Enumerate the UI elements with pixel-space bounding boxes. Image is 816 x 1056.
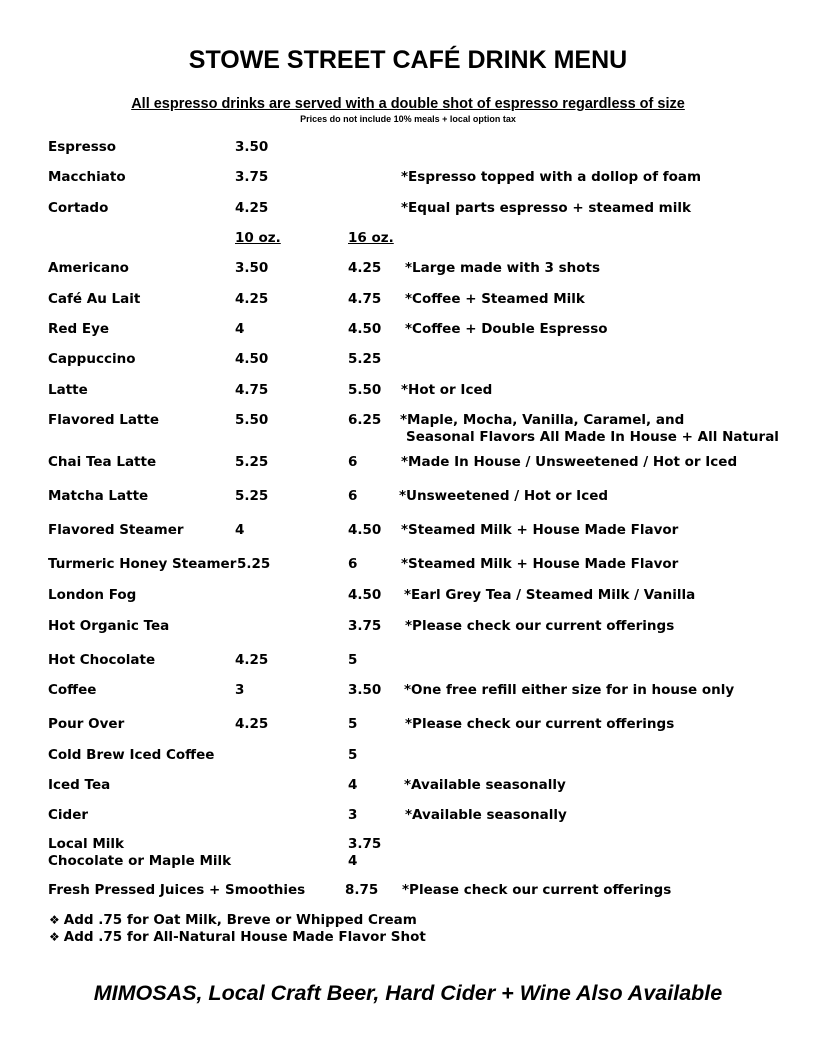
- item-name: Latte: [48, 382, 88, 398]
- item-note: *Espresso topped with a dollop of foam: [401, 169, 702, 185]
- column-header-small: 10 oz.: [235, 230, 281, 246]
- item-price-small: 4: [235, 522, 245, 538]
- menu-title: STOWE STREET CAFÉ DRINK MENU: [188, 46, 628, 74]
- item-price-large: 4: [348, 853, 358, 869]
- item-price-large: 3.75: [348, 836, 382, 852]
- item-note: *Hot or Iced: [401, 382, 493, 398]
- item-price-large: 4.75: [348, 291, 382, 307]
- item-note: *Please check our current offerings: [405, 716, 675, 732]
- item-name: Hot Organic Tea: [48, 618, 170, 634]
- item-price-large: 5: [348, 747, 358, 763]
- diamond-bullet-icon: ❖: [49, 913, 60, 927]
- item-note: *Unsweetened / Hot or Iced: [399, 488, 609, 504]
- item-note-continued: Seasonal Flavors All Made In House + All Natural: [406, 429, 779, 445]
- item-name: Chocolate or Maple Milk: [48, 853, 232, 869]
- item-note: *Coffee + Double Espresso: [405, 321, 608, 337]
- item-note: *Steamed Milk + House Made Flavor: [401, 522, 679, 538]
- item-name: Americano: [48, 260, 129, 276]
- item-price-large: 3: [348, 807, 358, 823]
- item-name: Cold Brew Iced Coffee: [48, 747, 215, 763]
- item-name: Café Au Lait: [48, 291, 141, 307]
- item-name: Coffee: [48, 682, 97, 698]
- item-note: *Equal parts espresso + steamed milk: [401, 200, 691, 216]
- footer-also-available: MIMOSAS, Local Craft Beer, Hard Cider + Wine Also Available: [93, 981, 723, 1005]
- item-note: *Available seasonally: [404, 777, 566, 793]
- item-name: Matcha Latte: [48, 488, 149, 504]
- item-price-large: 6.25: [348, 412, 382, 428]
- item-price-large: 6: [348, 488, 358, 504]
- item-price-large: 3.75: [348, 618, 382, 634]
- addon-text: Add .75 for All-Natural House Made Flavor Shot: [63, 929, 426, 945]
- item-note: *Large made with 3 shots: [405, 260, 601, 276]
- item-name: Iced Tea: [48, 777, 111, 793]
- item-price-small: 4.25: [235, 652, 269, 668]
- addon-text: Add .75 for Oat Milk, Breve or Whipped Cream: [63, 912, 417, 928]
- item-name: Flavored Latte: [48, 412, 159, 428]
- item-price-small: 5.25: [235, 488, 269, 504]
- item-price-large: 8.75: [345, 882, 379, 898]
- item-price-small: 4.75: [235, 382, 269, 398]
- item-price-large: 5.25: [348, 351, 382, 367]
- item-note: *Made In House / Unsweetened / Hot or Iced: [401, 454, 738, 470]
- item-price-small: 4.25: [235, 200, 269, 216]
- item-note: *Coffee + Steamed Milk: [405, 291, 585, 307]
- item-name: Macchiato: [48, 169, 126, 185]
- item-price-small: 3.50: [235, 139, 269, 155]
- item-price-large: 4.50: [348, 587, 382, 603]
- item-note: *Please check our current offerings: [402, 882, 672, 898]
- item-price-small: 3.50: [235, 260, 269, 276]
- item-name: Cappuccino: [48, 351, 136, 367]
- item-price-small: 4.50: [235, 351, 269, 367]
- item-name: Pour Over: [48, 716, 125, 732]
- item-price-large: 6: [348, 454, 358, 470]
- item-price-small: 4: [235, 321, 245, 337]
- item-name: Flavored Steamer: [48, 522, 184, 538]
- item-name: Cortado: [48, 200, 109, 216]
- item-note: *One free refill either size for in house only: [404, 682, 735, 698]
- item-price-small: 3.75: [235, 169, 269, 185]
- item-price-large: 4.50: [348, 321, 382, 337]
- item-price-large: 3.50: [348, 682, 382, 698]
- item-name: London Fog: [48, 587, 137, 603]
- item-name: Red Eye: [48, 321, 110, 337]
- item-price-large: 4.25: [348, 260, 382, 276]
- item-price-small: 4.25: [235, 716, 269, 732]
- item-note: *Please check our current offerings: [405, 618, 675, 634]
- addon-item: [49, 929, 426, 946]
- item-note: *Maple, Mocha, Vanilla, Caramel, and: [400, 412, 685, 428]
- item-price-large: 6: [348, 556, 358, 572]
- item-name: Hot Chocolate: [48, 652, 156, 668]
- item-note: *Steamed Milk + House Made Flavor: [401, 556, 679, 572]
- addon-item: [49, 912, 417, 929]
- item-note: *Available seasonally: [405, 807, 567, 823]
- espresso-policy-subtitle: All espresso drinks are served with a double shot of espresso regardless of size: [131, 96, 685, 112]
- item-name: Cider: [48, 807, 89, 823]
- item-price-large: 4.50: [348, 522, 382, 538]
- item-price-small: 5.50: [235, 412, 269, 428]
- item-note: *Earl Grey Tea / Steamed Milk / Vanilla: [404, 587, 696, 603]
- item-name: Turmeric Honey Steamer: [48, 556, 237, 572]
- tax-note: Prices do not include 10% meals + local option tax: [300, 114, 516, 124]
- item-price-large: 5: [348, 652, 358, 668]
- item-price-small: 4.25: [235, 291, 269, 307]
- item-price-large: 4: [348, 777, 358, 793]
- item-price-large: 5.50: [348, 382, 382, 398]
- item-name: Local Milk: [48, 836, 124, 852]
- diamond-bullet-icon: ❖: [49, 930, 60, 944]
- item-name: Fresh Pressed Juices + Smoothies: [48, 882, 306, 898]
- item-name: Chai Tea Latte: [48, 454, 157, 470]
- item-price-large: 5: [348, 716, 358, 732]
- item-price-small: 3: [235, 682, 245, 698]
- item-name: Espresso: [48, 139, 117, 155]
- item-price-small: 5.25: [235, 454, 269, 470]
- column-header-large: 16 oz.: [348, 230, 394, 246]
- item-price-small: 5.25: [237, 556, 271, 572]
